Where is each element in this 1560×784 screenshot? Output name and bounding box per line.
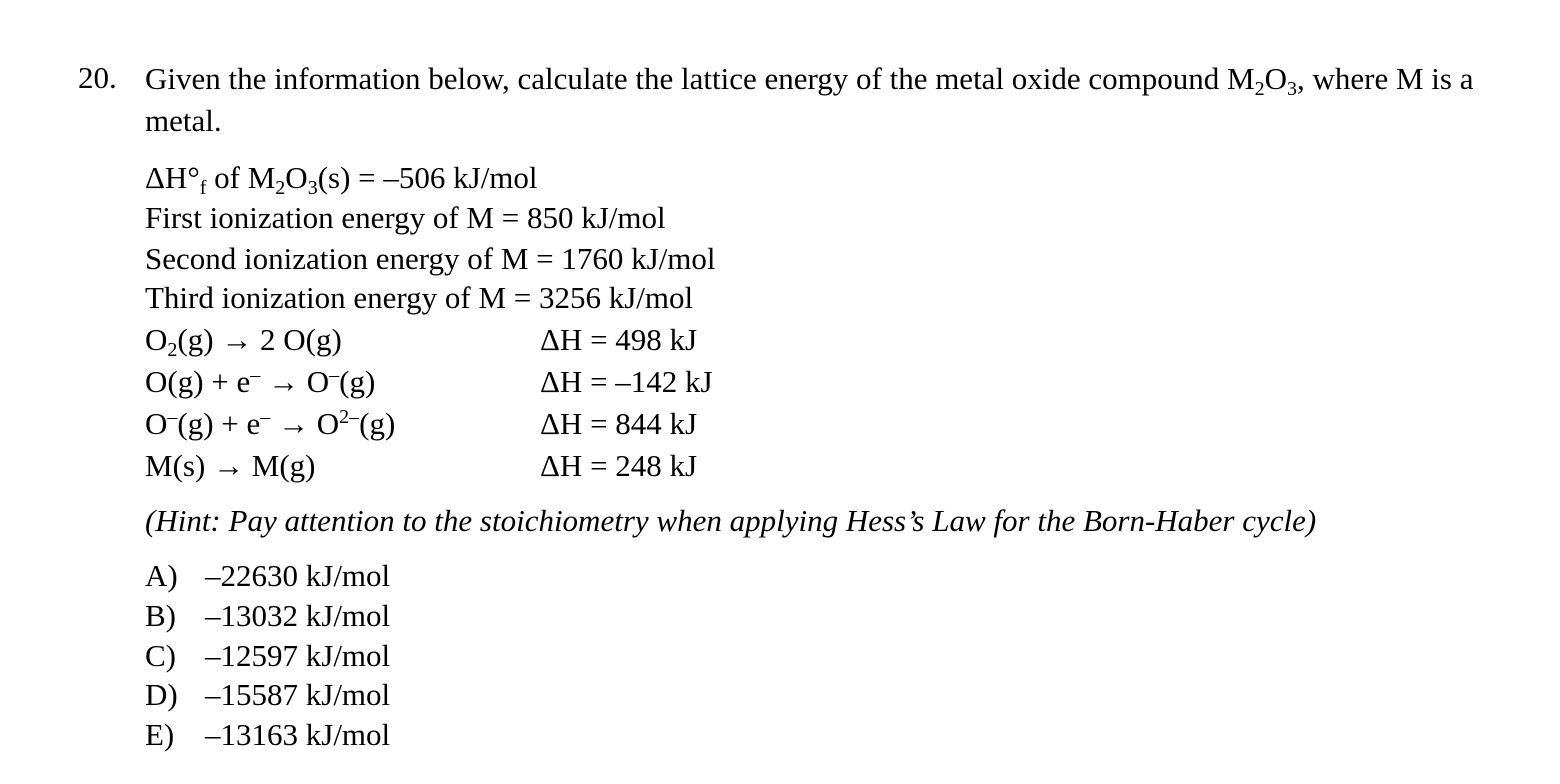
formula-oxygen: O bbox=[1264, 61, 1288, 96]
reaction-metal-sublimation: M(s) → M(g) bbox=[145, 448, 316, 483]
reaction-superscript: – bbox=[260, 406, 271, 428]
reaction-text: O bbox=[145, 322, 168, 357]
reaction-1-enthalpy: ΔH = 498 kJ bbox=[540, 322, 698, 357]
reaction-text: (g) bbox=[359, 406, 396, 441]
subscript-3: 3 bbox=[307, 177, 318, 199]
hint-text: (Hint: Pay attention to the stoichiometry when applying Hess’s Law for the Born-Haber cycle) bbox=[145, 503, 1317, 538]
choice-letter: D) bbox=[145, 677, 178, 712]
reaction-text: (g) → 2 O(g) bbox=[177, 322, 342, 357]
reaction-second-electron-affinity bbox=[145, 404, 395, 444]
reaction-4-enthalpy: ΔH = 248 kJ bbox=[540, 448, 698, 483]
delta-h-degree: ΔH° bbox=[145, 160, 200, 195]
choice-a[interactable] bbox=[145, 556, 390, 596]
reaction-oxygen-dissociation bbox=[145, 320, 342, 360]
reaction-first-electron-affinity bbox=[145, 362, 375, 402]
choice-letter: A) bbox=[145, 558, 178, 593]
reaction-subscript: 2 bbox=[167, 339, 178, 361]
choice-value: –12597 kJ/mol bbox=[205, 638, 391, 673]
question-number: 20. bbox=[78, 60, 117, 95]
formation-value: (s) = –506 kJ/mol bbox=[317, 160, 538, 195]
choice-letter: B) bbox=[145, 598, 176, 633]
subscript-2: 2 bbox=[275, 177, 286, 199]
prompt-text-end: , where M is a metal. bbox=[145, 61, 1474, 138]
reaction-text: (g) bbox=[339, 364, 376, 399]
prompt-text-start: Given the information below, calculate the lattice energy of the metal oxide compound M bbox=[145, 61, 1255, 96]
enthalpy-formation-line bbox=[145, 158, 538, 198]
of-m-text: of M bbox=[206, 160, 276, 195]
reaction-superscript: – bbox=[250, 364, 261, 386]
choice-letter: C) bbox=[145, 638, 176, 673]
choice-letter: E) bbox=[145, 717, 175, 752]
reaction-superscript: – bbox=[329, 364, 340, 386]
reaction-2-enthalpy: ΔH = –142 kJ bbox=[540, 364, 713, 399]
choice-e[interactable] bbox=[145, 715, 390, 755]
subscript-f: f bbox=[199, 177, 207, 199]
reaction-text: O(g) + e bbox=[145, 364, 251, 399]
question-prompt bbox=[145, 58, 1535, 142]
reaction-text: O bbox=[145, 406, 168, 441]
choice-d[interactable] bbox=[145, 675, 390, 715]
reaction-text: → O bbox=[260, 364, 330, 399]
third-ionization-line: Third ionization energy of M = 3256 kJ/mol bbox=[145, 280, 694, 315]
choice-b[interactable] bbox=[145, 596, 390, 636]
reaction-superscript: 2– bbox=[339, 406, 360, 428]
reaction-superscript: – bbox=[167, 406, 178, 428]
choice-value: –15587 kJ/mol bbox=[205, 677, 391, 712]
choice-value: –13032 kJ/mol bbox=[205, 598, 391, 633]
first-ionization-line: First ionization energy of M = 850 kJ/mol bbox=[145, 200, 666, 235]
choice-value: –13163 kJ/mol bbox=[205, 717, 391, 752]
formula-subscript-3: 3 bbox=[1287, 78, 1298, 100]
second-ionization-line: Second ionization energy of M = 1760 kJ/mol bbox=[145, 241, 716, 276]
choice-value: –22630 kJ/mol bbox=[205, 558, 391, 593]
choice-c[interactable] bbox=[145, 636, 390, 676]
formula-subscript-2: 2 bbox=[1254, 78, 1265, 100]
oxygen-symbol: O bbox=[285, 160, 308, 195]
reaction-3-enthalpy: ΔH = 844 kJ bbox=[540, 406, 698, 441]
reaction-text: (g) + e bbox=[177, 406, 261, 441]
reaction-text: → O bbox=[270, 406, 340, 441]
